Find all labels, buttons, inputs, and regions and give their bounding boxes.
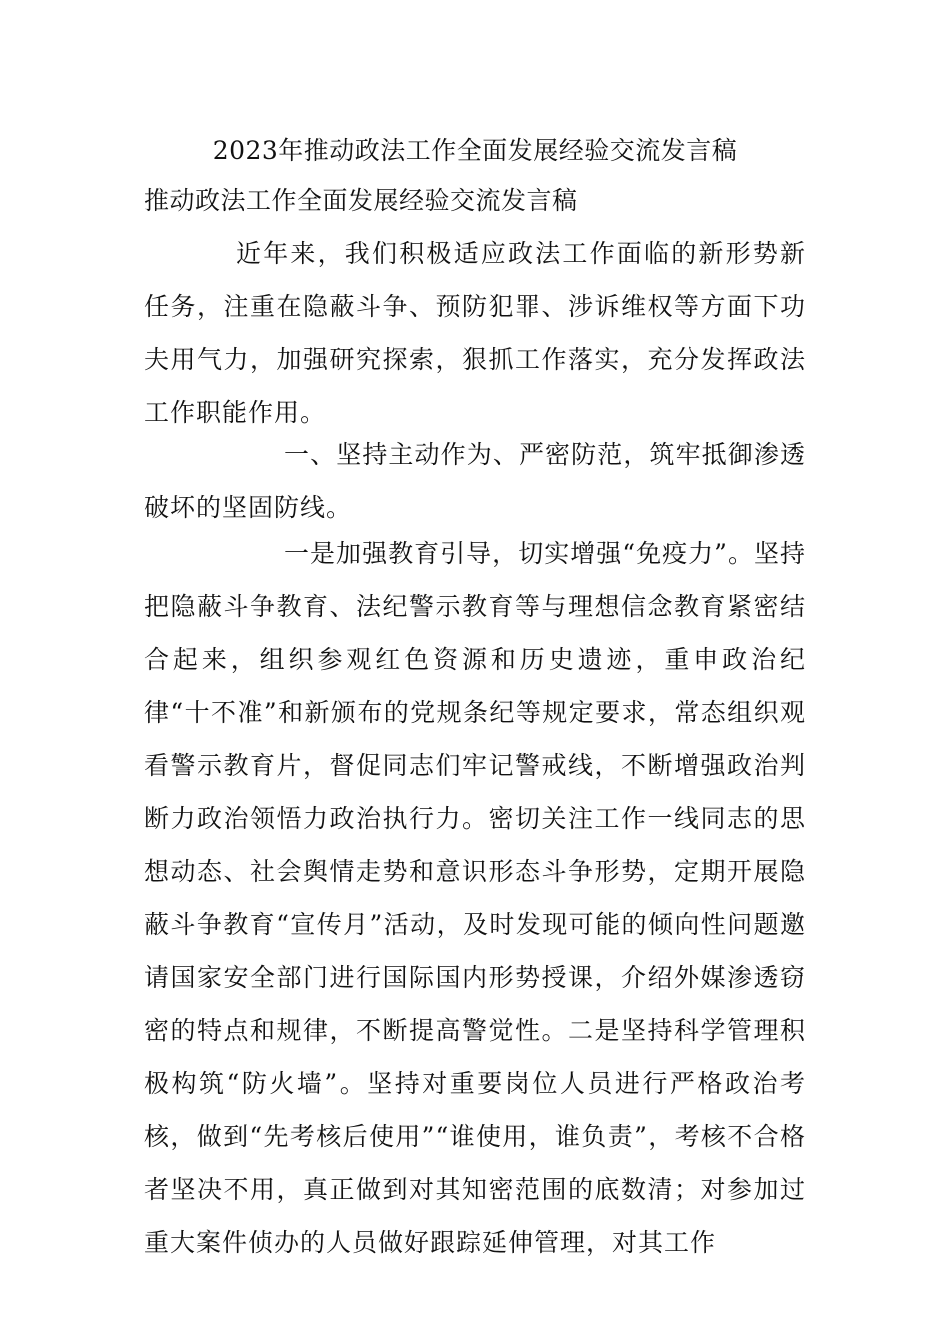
document-title: 2023年推动政法工作全面发展经验交流发言稿 [212, 136, 738, 165]
document-subtitle: 推动政法工作全面发展经验交流发言稿 [144, 186, 578, 215]
section-heading-1: 一、坚持主动作为、严密防范，筑牢抵御渗透破坏的坚固防线。 [144, 440, 806, 522]
paragraph-intro: 近年来，我们积极适应政法工作面临的新形势新任务，注重在隐蔽斗争、预防犯罪、涉诉维权等方面下功夫用气力，加强研究探索，狠抓工作落实，充分发挥政法工作职能作用。 [144, 239, 806, 427]
paragraph-body: 一是加强教育引导，切实增强“免疫力”。坚持把隐蔽斗争教育、法纪警示教育等与理想信念教育紧密结合起来，组织参观红色资源和历史遗迹，重申政治纪律“十不准”和新颁布的党规条纪等规定要求，常态组织观看警示教育片，督促同志们牢记警戒线，不断增强政治判断力政治领悟力政治执行力。密切关注工作一线同志的思想动态、社会舆情走势和意识形态斗争形势，定期开展隐蔽斗争教育“宣传月”活动，及时发现可能的倾向性问题邀请国家安全部门进行国际国内形势授课，介绍外媒渗透窃密的特点和规律，不断提高警觉性。二是坚持科学管理积极构筑“防火墙”。坚持对重要岗位人员进行严格政治考核，做到“先考核后使用”“谁使用，谁负责”，考核不合格者坚决不用，真正做到对其知密范围的底数清；对参加过重大案件侦办的人员做好跟踪延伸管理，对其工作 [144, 539, 806, 1257]
